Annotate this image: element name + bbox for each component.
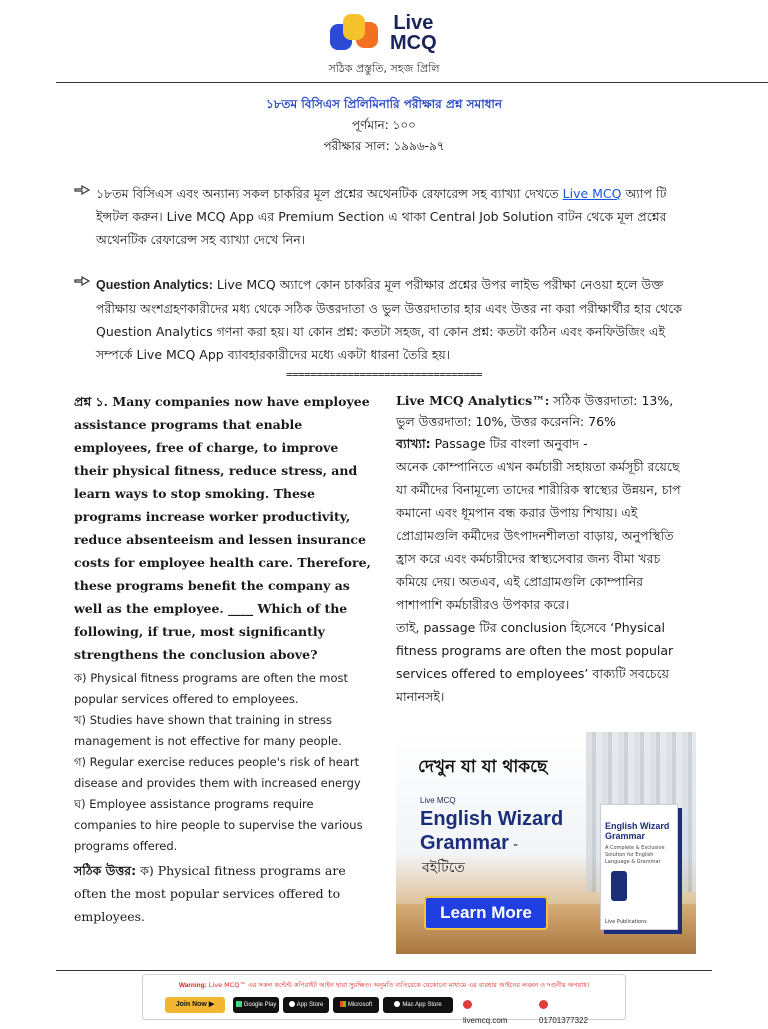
ad-title-suffix: বইটিতে — [422, 860, 465, 876]
book-cover-publisher: Live Publications — [605, 919, 647, 925]
apple-icon — [289, 1001, 295, 1007]
bullet1-text-after: অ্যাপ টি ইন্সটল করুন। Live MCQ App এর Premium Section এ থাকা Central Job Solution বাটন থেকে মূল প্রশ্নের অথেনটিক রেফারেন্স সহ ব্যাখ্যা দেখে নিন। — [96, 186, 667, 247]
explanation-translation: অনেক কোম্পানিতে এখন কর্মচারী সহায়তা কর্মসূচী রয়েছে যা কর্মীদের বিনামূল্যে তাদের শারীরিক স্বাস্থ্যের উন্নয়ন, চাপ কমানো এবং ধূমপান বন্ধ করার উপায় শিখায়। এই প্রোগ্রামগুলি কর্মীদের উৎপাদনশীলতা বাড়ায়, অনুপস্থিতি হ্রাস করে এবং কর্মচারীদের স্বাস্থ্যসেবার জন্য বীমা খরচ কমিয়ে দেয়। অতএব, এই প্রোগ্রামগুলি কোম্পানির পাশাপাশি কর্মচারীরও উপকার করে। — [396, 459, 681, 612]
app-store-badge[interactable] — [283, 997, 329, 1013]
apple-icon — [394, 1001, 400, 1007]
analytics-stats: সঠিক উত্তরদাতা: 13%, ভুল উত্তরদাতা: 10%, উত্তর করেননি: 76% — [396, 393, 674, 429]
question-stem — [74, 390, 374, 666]
option-b: খ) Studies have shown that training in stress management is not effective for many people. — [74, 713, 342, 748]
live-mcq-analytics — [396, 390, 692, 432]
copyright-warning — [143, 980, 625, 991]
logo-tagline: সঠিক প্রস্তুতি, সহজ প্রিলি — [328, 62, 440, 75]
correct-answer-label: সঠিক উত্তর: — [74, 863, 137, 878]
phone-icon — [611, 871, 627, 901]
join-now-button[interactable]: Join Now ▶ — [165, 997, 225, 1013]
info-bullet-install — [74, 182, 694, 251]
google-play-icon — [236, 1001, 242, 1007]
ad-title-dash: - — [508, 836, 519, 853]
logo-wordmark — [390, 13, 437, 53]
question-number: প্রশ্ন ১. — [74, 394, 109, 409]
book-cover-image — [600, 804, 678, 930]
exam-title: ১৮তম বিসিএস প্রিলিমিনারি পরীক্ষার প্রশ্ন সমাধান — [265, 97, 503, 111]
app-store-label: App Store — [296, 1002, 324, 1008]
english-wizard-ad-banner[interactable] — [396, 732, 696, 954]
explanation-label: ব্যাখ্যা: — [396, 436, 431, 451]
globe-icon — [463, 1000, 472, 1009]
logo-word-live: Live — [393, 12, 434, 34]
exam-title-block — [0, 94, 768, 157]
options-list — [74, 668, 374, 857]
mac-app-store-label: Mac App Store — [402, 1002, 442, 1008]
correct-answer-text: ক) Physical fitness programs are often the most popular services offered to employees. — [74, 863, 346, 924]
option-d: ঘ) Employee assistance programs require companies to hire people to supervise the various programs offered. — [74, 797, 363, 853]
correct-answer — [74, 859, 374, 928]
live-mcq-logo-icon — [326, 12, 382, 54]
ad-title-line-1: English Wizard — [420, 808, 564, 830]
option-c: গ) Regular exercise reduces people's risk of heart disease and provides them with increased energy — [74, 755, 361, 790]
website-link[interactable] — [463, 997, 507, 1029]
question-analytics-text: Live MCQ অ্যাপে কোন চাকরির মূল পরীক্ষার প্রশ্নের উপর লাইভ পরীক্ষা নেওয়া হলে উক্ত পরীক্ষায় অংশগ্রহণকারীদের মধ্য থেকে সঠিক উত্তরদাতা ও ভুল উত্তরদাতার হার এবং উত্তর না করা পরীক্ষার্থীর হার থেকে Question Analytics গণনা করা হয়। যা কোন প্রশ্ন: কতটা সহজ, বা কোন প্রশ্ন: কতটা কঠিন এবং কনফিউজিং এই সম্পর্কে Live MCQ App ব্যাবহারকারীদের মধ্যে একটা ধারনা তৈরি হয়। — [96, 277, 683, 362]
book-cover-title: English Wizard Grammar — [605, 821, 670, 841]
live-mcq-link[interactable]: Live MCQ — [562, 186, 622, 201]
explanation-conclusion: তাই, passage টির conclusion হিসেবে ‘Physical fitness programs are often the most popular services offered to employees’ বাক্যটি সবচেয়ে মানানসই। — [396, 620, 674, 704]
google-play-badge[interactable] — [233, 997, 279, 1013]
page-header — [0, 0, 768, 82]
question-column — [74, 390, 374, 928]
learn-more-button[interactable]: Learn More — [424, 896, 548, 930]
google-play-label: Google Play — [243, 1002, 277, 1008]
phone-icon — [539, 1000, 548, 1009]
phone-number[interactable] — [539, 997, 588, 1029]
explanation-intro: Passage টির বাংলা অনুবাদ - — [430, 436, 588, 451]
question-analytics-label: Question Analytics: — [96, 278, 213, 292]
ad-brand: Live MCQ — [420, 796, 456, 805]
logo-word-mcq: MCQ — [390, 32, 437, 54]
pointing-hand-icon — [74, 183, 92, 197]
microsoft-store-badge[interactable] — [333, 997, 379, 1013]
header-divider — [56, 82, 768, 83]
pointing-hand-icon — [74, 274, 92, 288]
explanation-column — [396, 390, 692, 708]
exam-year: পরীক্ষার সাল: ১৯৯৬-৯৭ — [323, 139, 445, 153]
bullet1-text-before: ১৮তম বিসিএস এবং অন্যান্য সকল চাকরির মূল প্রশ্নের অথেনটিক রেফারেন্স সহ ব্যাখ্যা দেখতে — [96, 186, 563, 201]
microsoft-icon — [340, 1001, 346, 1007]
exam-full-marks: পূর্ণমান: ১০০ — [352, 118, 416, 132]
phone-text: 01701377322 — [539, 1016, 588, 1025]
warning-text: Live MCQ™ এর সকল কন্টেন্ট কপিরাইট আইন দ্বারা সুরক্ষিত। অনুমতি ব্যতিরেকে যেকোনো মাধ্যমে এর ব্যবহার আইনের লঙ্ঘন ও দণ্ডনীয় অপরাধ। — [206, 981, 590, 989]
section-separator: ================================ — [286, 368, 482, 381]
option-a: ক) Physical fitness programs are often the most popular services offered to employees. — [74, 671, 349, 706]
info-bullet-analytics — [74, 273, 694, 366]
ad-title-grammar: Grammar — [420, 832, 509, 854]
page-footer — [142, 974, 626, 1025]
ad-headline: দেখুন যা যা থাকছে — [418, 757, 548, 777]
footer-divider — [56, 970, 712, 971]
ad-title-line-2 — [420, 832, 518, 855]
analytics-title: Live MCQ Analytics™: — [396, 393, 550, 408]
explanation — [396, 432, 692, 708]
book-cover-subtitle: A Complete & Exclusive Solution for English Language & Grammar — [605, 845, 665, 865]
question-text: Many companies now have employee assistance programs that enable employees, free of charge, to improve their physical fitness, reduce stress, and learn ways to stop smoking. These programs increase worker productivity, reduce absenteeism and lessen insurance costs for employee health care. Therefore, these programs benefit the company as well as the employee. ____ Which of the following, if true, most significantly strengthens the conclusion above? — [74, 394, 371, 662]
mac-app-store-badge[interactable] — [383, 997, 453, 1013]
microsoft-label: Microsoft — [347, 1002, 373, 1008]
warning-label: Warning: — [178, 982, 207, 989]
website-text: livemcq.com — [463, 1016, 508, 1025]
